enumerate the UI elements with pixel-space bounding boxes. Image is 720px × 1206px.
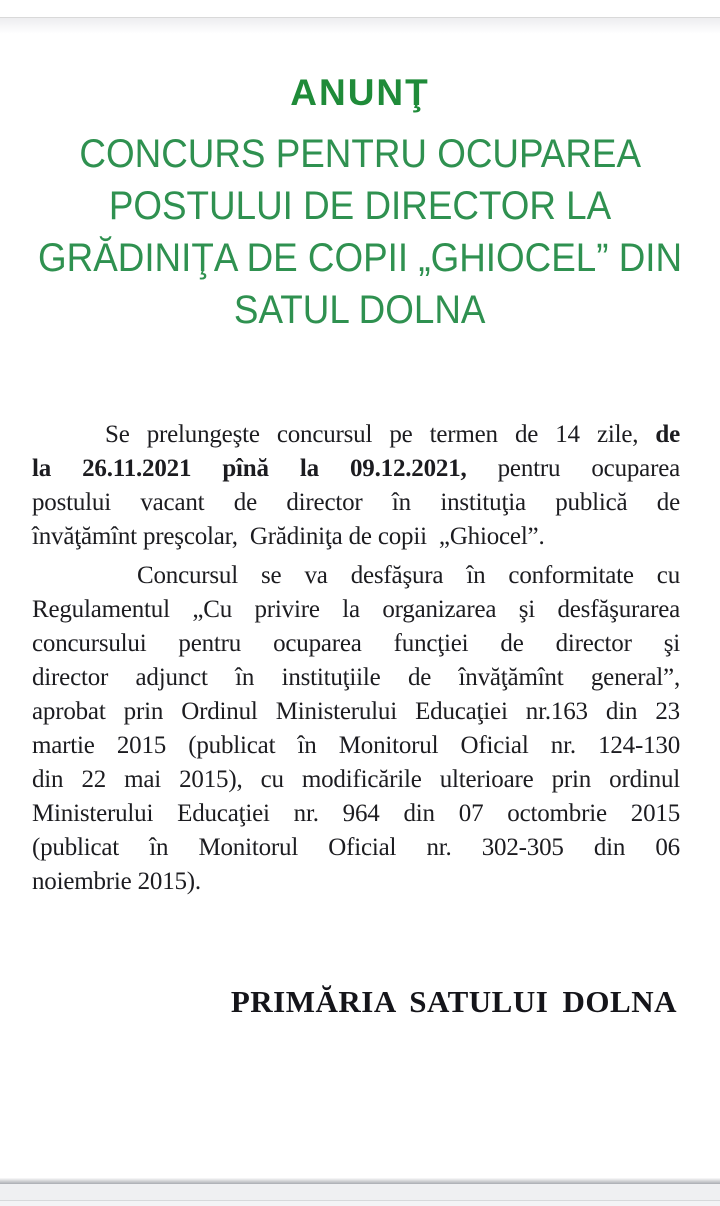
text-segment: pentru ocuparea xyxy=(466,455,680,482)
body-line xyxy=(32,661,680,695)
body-line xyxy=(32,593,680,627)
signature-line: PRIMĂRIA SATULUI DOLNA xyxy=(230,984,677,1019)
text-segment: învăţămînt preşcolar, Grădiniţa de copii „Ghiocel”. xyxy=(32,523,545,550)
body-line xyxy=(32,627,680,661)
body-line xyxy=(32,452,680,486)
text-segment: (publicat în Monitorul Oficial nr. 302-305 din 06 xyxy=(32,834,680,861)
text-segment: postului vacant de director în instituţia publică de xyxy=(32,489,680,516)
text-segment: director adjunct în instituţiile de învăţămînt general”, xyxy=(32,664,680,691)
text-segment: Ministerului Educaţiei nr. 964 din 07 octombrie 2015 xyxy=(32,800,680,827)
text-segment: din 22 mai 2015), cu modificările ulterioare prin ordinul xyxy=(32,766,680,793)
subtitle-line-4 xyxy=(0,284,720,336)
subtitle-text: CONCURS PENTRU OCUPAREA xyxy=(79,132,641,176)
body-line xyxy=(32,797,680,831)
subtitle-text: GRĂDINIŢA DE COPII „GHIOCEL” DIN xyxy=(37,236,683,280)
page-gap xyxy=(0,1184,720,1200)
document-title: ANUNŢ xyxy=(290,72,430,113)
page-top-shadow xyxy=(0,18,720,34)
body-line xyxy=(32,418,680,452)
paragraph-2 xyxy=(32,559,680,899)
subtitle-text: POSTULUI DE DIRECTOR LA xyxy=(108,184,612,228)
body-line xyxy=(32,865,680,899)
text-segment: aprobat prin Ordinul Ministerului Educaţiei nr.163 din 23 xyxy=(32,698,680,725)
body-line xyxy=(32,520,680,554)
document-body xyxy=(32,418,680,899)
subtitle-line-2 xyxy=(0,180,720,232)
text-segment: Regulamentul „Cu privire la organizarea şi desfăşurarea xyxy=(32,596,680,623)
subtitle-line-1 xyxy=(0,128,720,180)
text-segment: Se prelungeşte concursul pe termen de 14 zile, xyxy=(105,421,656,448)
text-segment: Concursul se va desfăşura în conformitate cu xyxy=(137,562,680,589)
body-line xyxy=(32,559,680,593)
subtitle-line-3 xyxy=(0,232,720,284)
body-line xyxy=(32,729,680,763)
bold-text-segment: la 26.11.2021 pînă la 09.12.2021, xyxy=(32,455,467,482)
body-line xyxy=(32,486,680,520)
next-page-edge xyxy=(0,1201,720,1206)
text-segment: concursului pentru ocuparea funcţiei de director şi xyxy=(32,630,680,657)
body-line xyxy=(32,695,680,729)
body-line xyxy=(32,763,680,797)
body-line xyxy=(32,831,680,865)
text-segment: martie 2015 (publicat în Monitorul Oficial nr. 124-130 xyxy=(32,732,680,759)
text-segment: noiembrie 2015). xyxy=(32,868,201,895)
paragraph-1 xyxy=(32,418,680,554)
document-subtitle xyxy=(0,128,720,336)
subtitle-text: SATUL DOLNA xyxy=(234,288,486,332)
bold-text-segment: de xyxy=(655,421,680,448)
